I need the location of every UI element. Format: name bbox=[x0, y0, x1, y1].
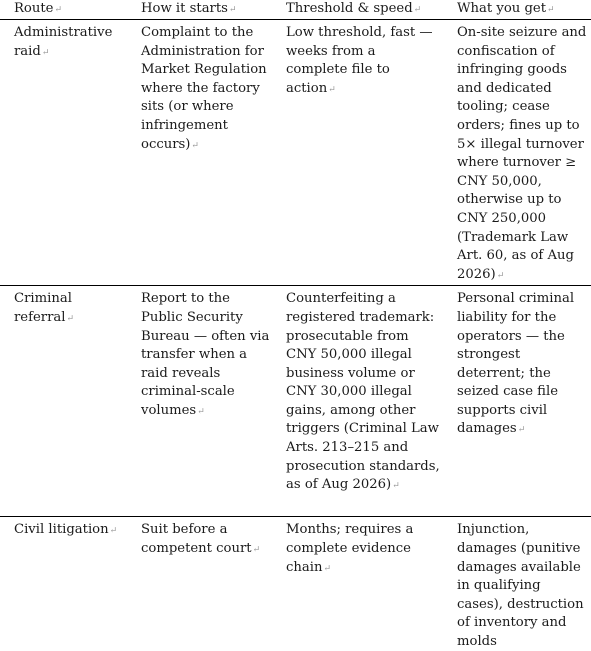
cell-threshold-speed bbox=[272, 20, 443, 286]
paragraph-mark-icon: ↵ bbox=[229, 5, 237, 15]
table-row bbox=[0, 20, 591, 286]
cell-threshold-speed bbox=[272, 517, 443, 651]
cell-text: Low threshold, fast — weeks from a complete file to action bbox=[286, 25, 433, 96]
header-row bbox=[0, 0, 591, 20]
header-cell-how-it-starts bbox=[127, 0, 272, 20]
paragraph-mark-icon: ↵ bbox=[66, 314, 74, 324]
table-header bbox=[0, 0, 591, 20]
table-row bbox=[0, 517, 591, 651]
header-label: Threshold & speed bbox=[286, 1, 413, 16]
cell-text: Report to the Public Security Bureau — often via transfer when a raid reveals criminal-scale volumes bbox=[141, 291, 269, 418]
cell-route bbox=[0, 517, 127, 651]
paragraph-mark-icon: ↵ bbox=[392, 481, 400, 491]
cell-route bbox=[0, 286, 127, 517]
cell-text: Injunction, damages (punitive damages available in qualifying cases), destruction of inventory and molds bbox=[457, 522, 584, 649]
cell-route bbox=[0, 20, 127, 286]
header-label: How it starts bbox=[141, 1, 228, 16]
paragraph-mark-icon: ↵ bbox=[497, 271, 505, 281]
paragraph-mark-icon: ↵ bbox=[110, 526, 118, 536]
cell-text: Complaint to the Administration for Market Regulation where the factory sits (or where infringement occurs) bbox=[141, 25, 267, 152]
cell-text: Counterfeiting a registered trademark: prosecutable from CNY 50,000 illegal business volume or CNY 30,000 illegal gains, among other triggers (Criminal Law Arts. 213–215 and prosecution standards, as of Aug 2026) bbox=[286, 291, 440, 492]
cell-what-you-get bbox=[443, 517, 591, 651]
paragraph-mark-icon: ↵ bbox=[518, 425, 526, 435]
header-cell-threshold-speed bbox=[272, 0, 443, 20]
paragraph-mark-icon: ↵ bbox=[414, 5, 422, 15]
cell-text: Civil litigation bbox=[14, 522, 109, 537]
cell-text: Criminal referral bbox=[14, 291, 72, 325]
cell-text: On-site seizure and confiscation of infringing goods and dedicated tooling; cease orders; fines up to 5× illegal turnover where turnover ≥ CNY 50,000, otherwise up to CNY 250,000 (Trademark Law Art. 60, as of Aug 2026) bbox=[457, 25, 586, 282]
cell-how-it-starts bbox=[127, 517, 272, 651]
paragraph-mark-icon: ↵ bbox=[42, 48, 50, 58]
table-body bbox=[0, 20, 591, 651]
paragraph-mark-icon: ↵ bbox=[191, 141, 199, 151]
cell-text: Suit before a competent court bbox=[141, 522, 252, 556]
header-label: Route bbox=[14, 1, 53, 16]
cell-text: Administrative raid bbox=[14, 25, 112, 59]
header-cell-what-you-get bbox=[443, 0, 591, 20]
paragraph-mark-icon: ↵ bbox=[197, 407, 205, 417]
table-row bbox=[0, 286, 591, 517]
cell-text: Months; requires a complete evidence chain bbox=[286, 522, 413, 574]
cell-what-you-get bbox=[443, 20, 591, 286]
paragraph-mark-icon: ↵ bbox=[323, 564, 331, 574]
paragraph-mark-icon: ↵ bbox=[54, 5, 62, 15]
cell-what-you-get bbox=[443, 286, 591, 517]
header-cell-route bbox=[0, 0, 127, 20]
cell-text: Personal criminal liability for the operators — the strongest deterrent; the seized case file supports civil damages bbox=[457, 291, 574, 436]
cell-how-it-starts bbox=[127, 20, 272, 286]
paragraph-mark-icon: ↵ bbox=[547, 5, 555, 15]
cell-how-it-starts bbox=[127, 286, 272, 517]
paragraph-mark-icon: ↵ bbox=[253, 545, 261, 555]
paragraph-mark-icon: ↵ bbox=[328, 85, 336, 95]
header-label: What you get bbox=[457, 1, 546, 16]
cell-threshold-speed bbox=[272, 286, 443, 517]
